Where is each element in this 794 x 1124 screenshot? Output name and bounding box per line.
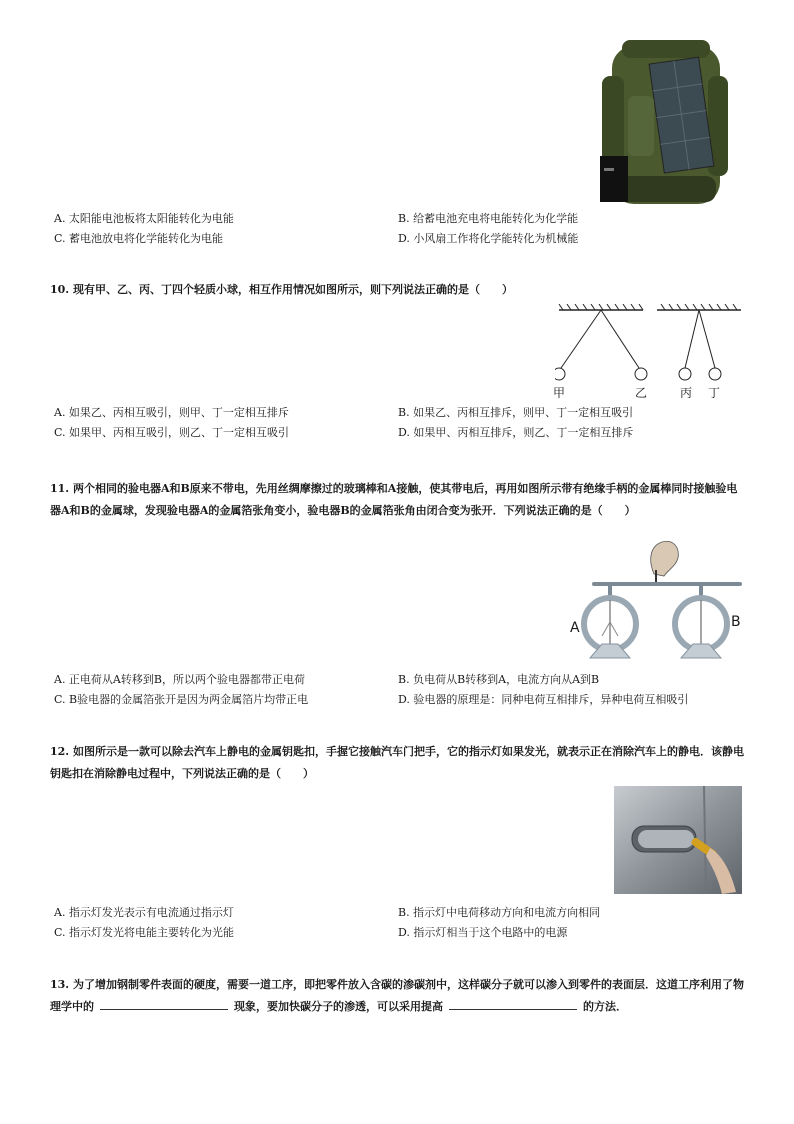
ball-label-jia: 甲 bbox=[553, 386, 566, 400]
q9-option-b: B. 给蓄电池充电将电能转化为化学能 bbox=[398, 212, 579, 225]
q12-stem: 12. 如图所示是一款可以除去汽车上静电的金属钥匙扣，手握它接触汽车门把手，它的指示灯如果发光，就表示正在消除汽车上的静电．该静电钥匙扣在消除静电过程中，下列说法正确的是（ ） bbox=[50, 745, 744, 780]
q13-blank-1[interactable] bbox=[100, 997, 228, 1010]
q11-stem: 11. 两个相同的验电器A和B原来不带电，先用丝绸摩擦过的玻璃棒和A接触，使其带电后，再用如图所示带有绝缘手柄的金属棒同时接触验电器A和B的金属球，发现验电器A的金属箔张角变小，验电器B的金属箔张角由闭合变为张开．下列说法正确的是（ ） bbox=[50, 482, 738, 517]
q12-option-b: B. 指示灯中电荷移动方向和电流方向相同 bbox=[398, 906, 601, 919]
solar-backpack-image bbox=[598, 36, 730, 208]
hanging-balls-diagram bbox=[555, 304, 745, 382]
ball-label-yi: 乙 bbox=[635, 386, 648, 400]
q9-option-c: C. 蓄电池放电将化学能转化为电能 bbox=[54, 232, 224, 245]
q11-option-c: C. B验电器的金属箔张开是因为两金属箔片均带正电 bbox=[54, 693, 309, 706]
car-door-handle-image bbox=[614, 786, 742, 894]
q13-blank-2[interactable] bbox=[449, 997, 577, 1010]
ball-label-ding: 丁 bbox=[708, 386, 721, 400]
q10-option-b: B. 如果乙、丙相互排斥，则甲、丁一定相互吸引 bbox=[398, 406, 634, 419]
ball-label-bing: 丙 bbox=[680, 386, 693, 400]
q13-stem bbox=[50, 974, 744, 1018]
electroscope-label-b: B bbox=[731, 614, 741, 630]
q10-option-d: D. 如果甲、丙相互排斥，则乙、丁一定相互排斥 bbox=[398, 426, 634, 439]
q10-option-a: A. 如果乙、丙相互吸引，则甲、丁一定相互排斥 bbox=[54, 406, 289, 419]
q11-option-a: A. 正电荷从A转移到B，所以两个验电器都带正电荷 bbox=[54, 673, 305, 686]
q12-option-a: A. 指示灯发光表示有电流通过指示灯 bbox=[54, 906, 234, 919]
q13-text-part1: 13. 为了增加钢制零件表面的硬度，需要一道工序，即把零件放入含碳的渗碳剂中，这样碳分子就可以渗入到零件的表面层．这道工序利用了物理学中的 bbox=[50, 978, 744, 1013]
electroscope-diagram bbox=[568, 540, 748, 668]
q13-text-part2: 现象，要加快碳分子的渗透，可以采用提高 bbox=[234, 1000, 443, 1013]
q10-stem: 10. 现有甲、乙、丙、丁四个轻质小球，相互作用情况如图所示，则下列说法正确的是（ ） bbox=[50, 283, 513, 296]
q11-option-b: B. 负电荷从B转移到A，电流方向从A到B bbox=[398, 673, 600, 686]
q10-option-c: C. 如果甲、丙相互吸引，则乙、丁一定相互吸引 bbox=[54, 426, 290, 439]
electroscope-label-a: A bbox=[570, 620, 580, 636]
q9-option-d: D. 小风扇工作将化学能转化为机械能 bbox=[398, 232, 579, 245]
q12-option-c: C. 指示灯发光将电能主要转化为光能 bbox=[54, 926, 235, 939]
q9-option-a: A. 太阳能电池板将太阳能转化为电能 bbox=[54, 212, 234, 225]
q11-option-d: D. 验电器的原理是：同种电荷互相排斥，异种电荷互相吸引 bbox=[398, 693, 689, 706]
q13-text-part3: 的方法． bbox=[583, 1000, 627, 1013]
q12-option-d: D. 指示灯相当于这个电路中的电源 bbox=[398, 926, 568, 939]
